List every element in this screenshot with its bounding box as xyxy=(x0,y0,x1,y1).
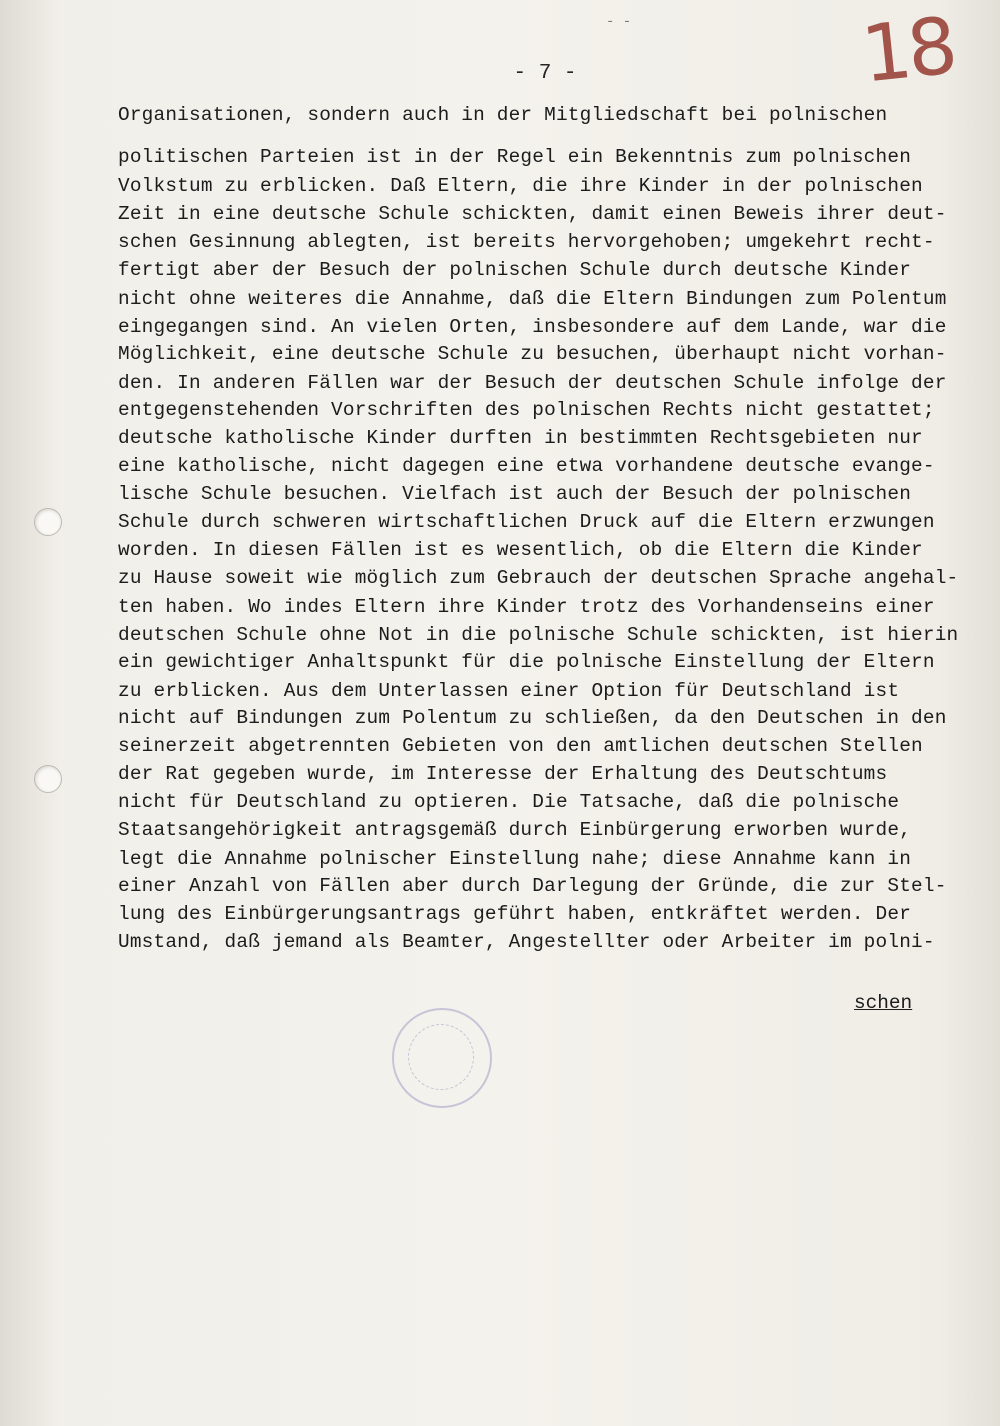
text-line: Zeit in eine deutsche Schule schickten, damit einen Beweis ihrer deut- xyxy=(118,203,947,225)
text-line: eine katholische, nicht dagegen eine etwa vorhandene deutsche evange- xyxy=(118,455,935,477)
text-line: deutschen Schule ohne Not in die polnische Schule schickten, ist hierin xyxy=(118,624,959,646)
text-line: Organisationen, sondern auch in der Mitgliedschaft bei polnischen xyxy=(118,104,888,126)
text-line: schen Gesinnung ablegten, ist bereits hervorgehoben; umgekehrt recht- xyxy=(118,231,935,253)
text-line: Staatsangehörigkeit antragsgemäß durch Einbürgerung erworben wurde, xyxy=(118,819,912,841)
text-line: zu erblicken. Aus dem Unterlassen einer Option für Deutschland ist xyxy=(118,680,900,702)
text-line: fertigt aber der Besuch der polnischen Schule durch deutsche Kinder xyxy=(118,259,912,281)
text-line: ten haben. Wo indes Eltern ihre Kinder trotz des Vorhandenseins einer xyxy=(118,596,935,618)
text-line: legt die Annahme polnischer Einstellung nahe; diese Annahme kann in xyxy=(118,848,912,870)
text-line: seinerzeit abgetrennten Gebieten von den amtlichen deutschen Stellen xyxy=(118,735,923,757)
text-line: zu Hause soweit wie möglich zum Gebrauch der deutschen Sprache angehal- xyxy=(118,567,959,589)
page-number: - 7 - xyxy=(513,62,577,85)
text-line: eingegangen sind. An vielen Orten, insbesondere auf dem Lande, war die xyxy=(118,316,947,338)
text-line: einer Anzahl von Fällen aber durch Darlegung der Gründe, die zur Stel- xyxy=(118,875,947,897)
catchword: schen xyxy=(854,992,913,1014)
text-line: entgegenstehenden Vorschriften des polnischen Rechts nicht gestattet; xyxy=(118,399,935,421)
text-line: ein gewichtiger Anhaltspunkt für die polnische Einstellung der Eltern xyxy=(118,651,935,673)
text-line: Volkstum zu erblicken. Daß Eltern, die ihre Kinder in der polnischen xyxy=(118,175,923,197)
text-line: nicht ohne weiteres die Annahme, daß die Eltern Bindungen zum Polentum xyxy=(118,288,947,310)
text-line: deutsche katholische Kinder durften in bestimmten Rechtsgebieten nur xyxy=(118,427,923,449)
folio-number: 18 xyxy=(857,1,958,101)
text-line: nicht auf Bindungen zum Polentum zu schließen, da den Deutschen in den xyxy=(118,707,947,729)
text-line: Möglichkeit, eine deutsche Schule zu besuchen, überhaupt nicht vorhan- xyxy=(118,343,947,365)
text-line: Umstand, daß jemand als Beamter, Angestellter oder Arbeiter im polni- xyxy=(118,931,935,953)
text-line: politischen Parteien ist in der Regel ein Bekenntnis zum polnischen xyxy=(118,146,912,168)
text-line: der Rat gegeben wurde, im Interesse der Erhaltung des Deutschtums xyxy=(118,763,888,785)
text-line: lung des Einbürgerungsantrags geführt haben, entkräftet werden. Der xyxy=(118,903,912,925)
text-line: den. In anderen Fällen war der Besuch der deutschen Schule infolge der xyxy=(118,372,947,394)
punch-hole xyxy=(34,765,62,793)
text-line: lische Schule besuchen. Vielfach ist auch der Besuch der polnischen xyxy=(118,483,912,505)
punch-hole xyxy=(34,508,62,536)
text-line: nicht für Deutschland zu optieren. Die Tatsache, daß die polnische xyxy=(118,791,900,813)
archive-stamp xyxy=(392,1008,492,1108)
text-line: Schule durch schweren wirtschaftlichen Druck auf die Eltern erzwungen xyxy=(118,511,935,533)
top-mark: - - xyxy=(606,14,632,30)
text-line: worden. In diesen Fällen ist es wesentlich, ob die Eltern die Kinder xyxy=(118,539,923,561)
